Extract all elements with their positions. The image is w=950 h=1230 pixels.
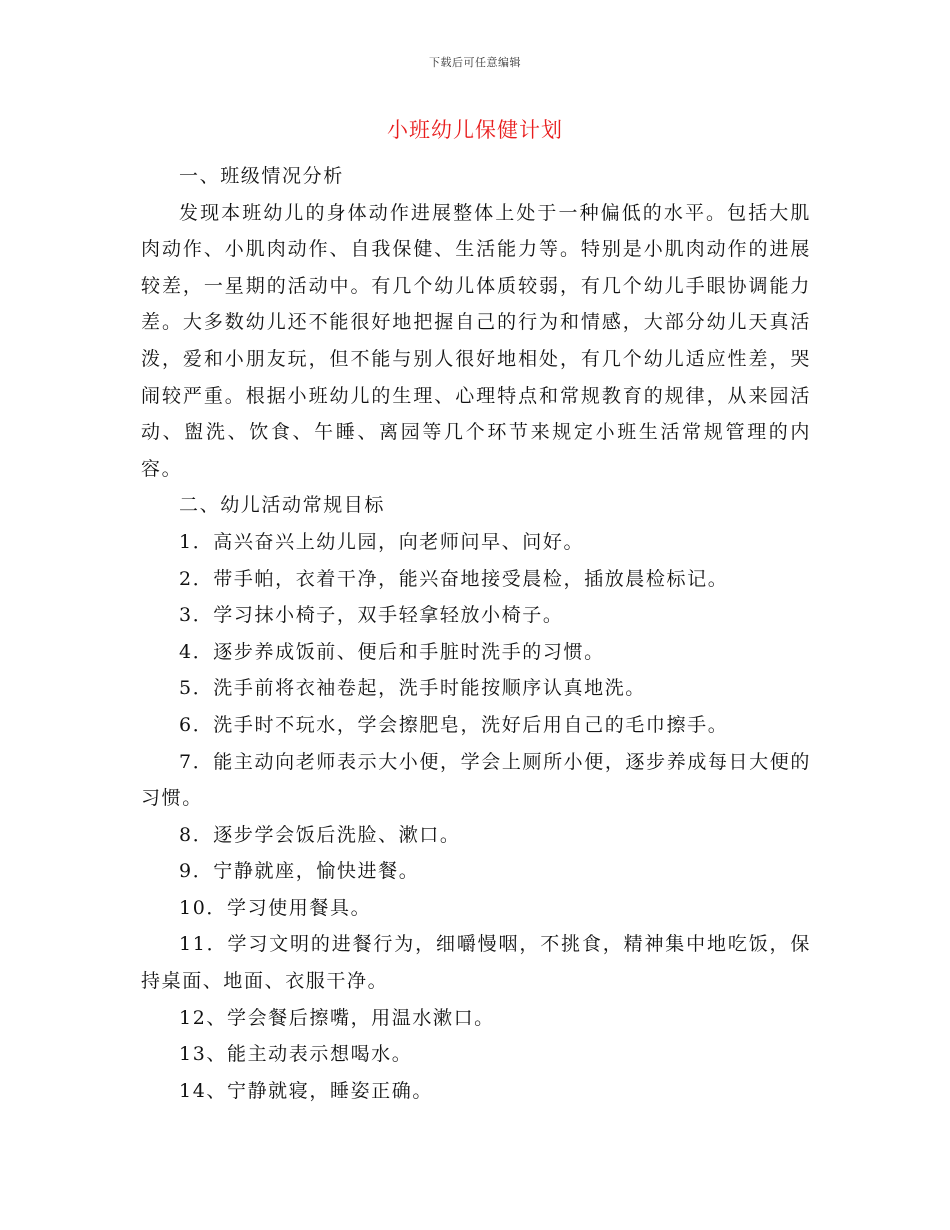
document-body xyxy=(141,158,811,1109)
section-heading: 一、班级情况分析 xyxy=(179,165,344,187)
list-item: 2．带手帕，衣着干净，能兴奋地接受晨检，插放晨检标记。 xyxy=(179,567,729,590)
body-paragraph: 发现本班幼儿的身体动作进展整体上处于一种偏低的水平。包括大肌肉动作、小肌肉动作、自我保健、生活能力等。特别是小肌肉动作的进展较差，一星期的活动中。有几个幼儿体质较弱，有几个幼儿手眼协调能力差。大多数幼儿还不能很好地把握自己的行为和情感，大部分幼儿天真活泼，爱和小朋友玩，但不能与别人很好地相处，有几个幼儿适应性差，哭闹较严重。根据小班幼儿的生理、心理特点和常规教育的规律，从来园活动、盥洗、饮食、午睡、离园等几个环节来规定小班生活常规管理的内容。 xyxy=(141,201,811,480)
list-item: 5．洗手前将衣袖卷起，洗手时能按顺序认真地洗。 xyxy=(179,677,646,700)
list-item: 11．学习文明的进餐行为，细嚼慢咽，不挑食，精神集中地吃饭，保持桌面、地面、衣服干净。 xyxy=(141,933,811,993)
list-item: 3．学习抹小椅子，双手轻拿轻放小椅子。 xyxy=(179,604,564,627)
list-item: 13、能主动表示想喝水。 xyxy=(179,1043,413,1066)
header-note: 下载后可任意编辑 xyxy=(429,56,521,69)
list-item: 7．能主动向老师表示大小便，学会上厕所小便，逐步养成每日大便的习惯。 xyxy=(141,750,811,810)
document-title: 小班幼儿保健计划 xyxy=(387,118,563,142)
list-item: 10．学习使用餐具。 xyxy=(179,896,372,919)
section-heading: 二、幼儿活动常规目标 xyxy=(179,494,386,517)
list-item: 12、学会餐后擦嘴，用温水漱口。 xyxy=(179,1006,495,1029)
list-item: 14、宁静就寝，睡姿正确。 xyxy=(179,1079,433,1102)
list-item: 6．洗手时不玩水，学会擦肥皂，洗好后用自己的毛巾擦手。 xyxy=(179,713,729,736)
list-item: 1．高兴奋兴上幼儿园，向老师问早、问好。 xyxy=(179,530,585,553)
list-item: 4．逐步养成饭前、便后和手脏时洗手的习惯。 xyxy=(179,640,605,663)
list-item: 9．宁静就座，愉快进餐。 xyxy=(179,860,420,883)
list-item: 8．逐步学会饭后洗脸、漱口。 xyxy=(179,823,461,846)
